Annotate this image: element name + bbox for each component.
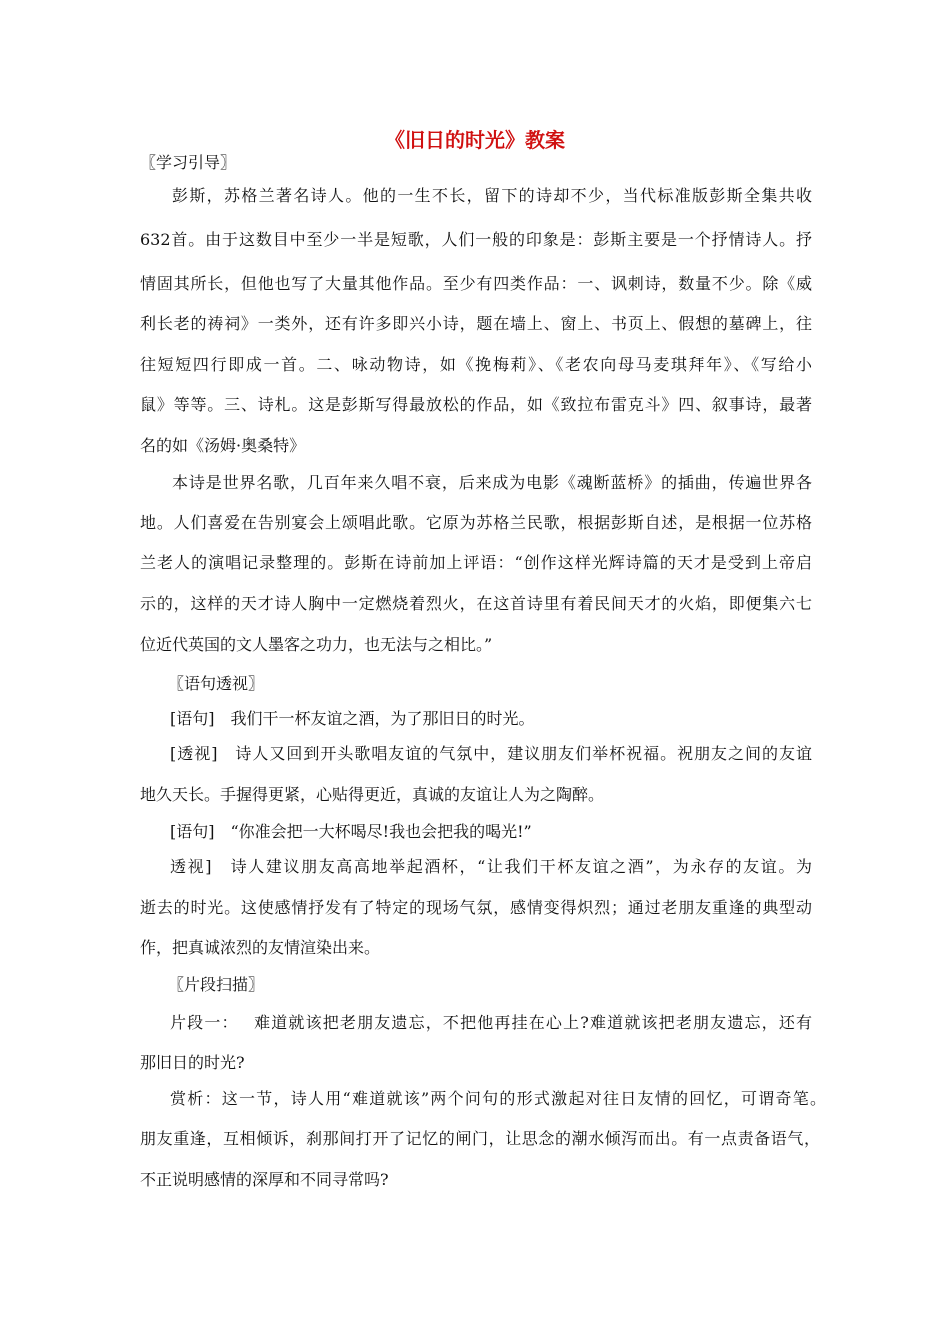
body-line: 情固其所长，但他也写了大量其他作品。至少有四类作品：一、讽刺诗，数量不少。除《威 [140,274,812,293]
body-line: 作，把真诚浓烈的友情渲染出来。 [140,938,381,957]
body-line: 地久天长。手握得更紧，心贴得更近，真诚的友谊让人为之陶醉。 [140,785,605,804]
body-line: 632首。由于这数目中至少一半是短歌，人们一般的印象是：彭斯主要是一个抒情诗人。抒 [140,230,812,249]
body-line: 鼠》等等。三、诗札。这是彭斯写得最放松的作品，如《致拉布雷克斗》四、叙事诗，最著 [140,395,812,414]
section-heading: 〖学习引导〗 [140,153,237,172]
body-line: 朋友重逢，互相倾诉，刹那间打开了记忆的闸门，让思念的潮水倾泻而出。有一点责备语气， [140,1129,820,1148]
body-line: 那旧日的时光? [140,1053,245,1072]
body-line: [透视] 诗人又回到开头歌唱友谊的气氛中，建议朋友们举杯祝福。祝朋友之间的友谊 [170,744,812,763]
body-line: 示的，这样的天才诗人胸中一定燃烧着烈火，在这首诗里有着民间天才的火焰，即便集六七 [140,594,812,613]
body-line: 位近代英国的文人墨客之功力，也无法与之相比。” [140,635,493,654]
section-heading: 〖语句透视〗 [168,674,265,693]
body-line: [语句] 我们干一杯友谊之酒，为了那旧日的时光。 [170,709,535,728]
body-line: 兰老人的演唱记录整理的。彭斯在诗前加上评语：“创作这样光辉诗篇的天才是受到上帝启 [140,553,812,572]
body-line: 逝去的时光。这使感情抒发有了特定的现场气氛，感情变得炽烈；通过老朋友重逢的典型动 [140,898,812,917]
body-line: 透视] 诗人建议朋友高高地举起酒杯，“让我们干杯友谊之酒”，为永存的友谊。为 [170,857,812,876]
body-line: 利长老的祷祠》一类外，还有许多即兴小诗，题在墙上、窗上、书页上、假想的墓碑上，往 [140,314,812,333]
body-line: [语句] “你准会把一大杯喝尽!我也会把我的喝光!” [170,822,532,841]
body-line: 不正说明感情的深厚和不同寻常吗? [140,1170,389,1189]
body-line: 名的如《汤姆·奥桑特》 [140,436,306,455]
body-line: 地。人们喜爱在告别宴会上颂唱此歌。它原为苏格兰民歌，根据彭斯自述，是根据一位苏格 [140,513,812,532]
section-heading: 〖片段扫描〗 [168,975,265,994]
body-line: 往短短四行即成一首。二、咏动物诗，如《挽梅莉》、《老农向母马麦琪拜年》、《写给小 [140,355,812,374]
document-title: 《旧日的时光》教案 [385,128,565,152]
body-line: 片段一： 难道就该把老朋友遗忘，不把他再挂在心上?难道就该把老朋友遗忘，还有 [170,1013,812,1032]
body-line: 本诗是世界名歌，几百年来久唱不衰，后来成为电影《魂断蓝桥》的插曲，传遍世界各 [172,473,812,492]
body-line: 彭斯，苏格兰著名诗人。他的一生不长，留下的诗却不少，当代标准版彭斯全集共收 [172,186,812,205]
body-line: 赏析：这一节，诗人用“难道就该”两个问句的形式激起对往日友情的回忆，可谓奇笔。 [170,1089,826,1108]
